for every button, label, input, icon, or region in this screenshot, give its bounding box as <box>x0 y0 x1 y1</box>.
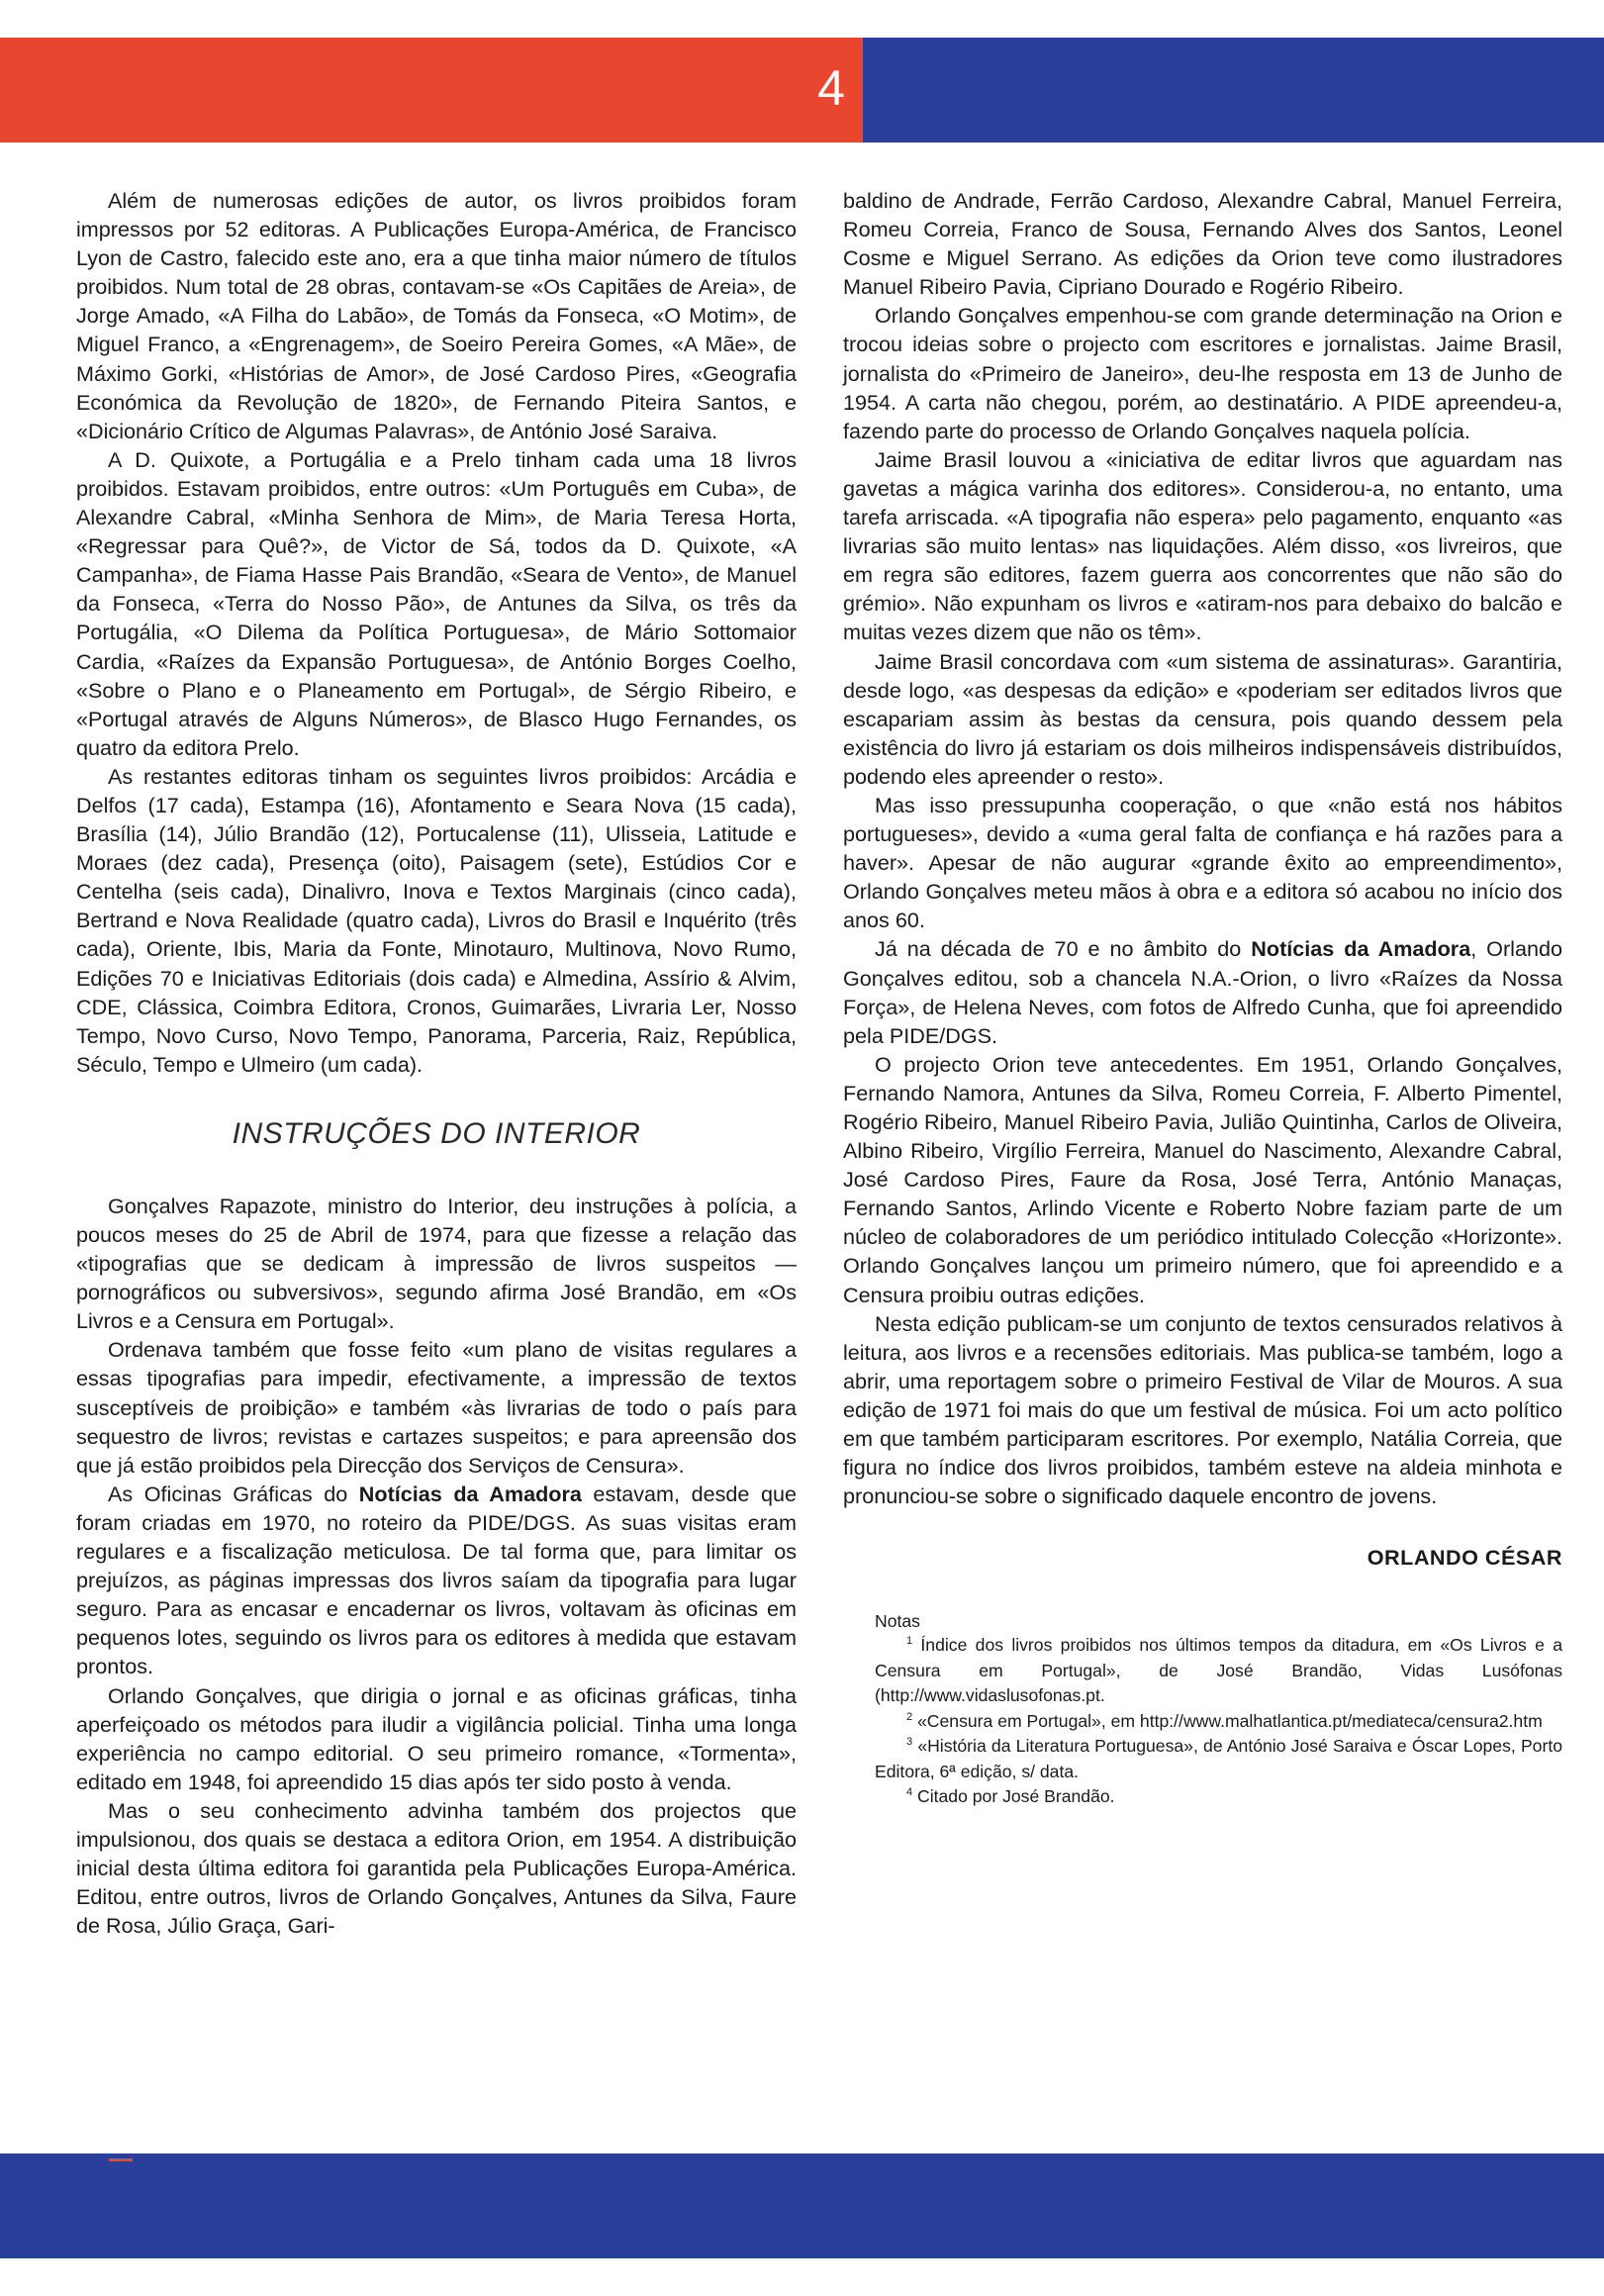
paragraph: Orlando Gonçalves, que dirigia o jornal e as oficinas gráficas, tinha aperfeiçoado os métodos para iludir a vigilância policial. Tinha uma longa experiência no campo editorial. O seu primeiro romance, «Tormenta», editado em 1948, foi apreendido 15 dias após ter sido posto à venda. <box>76 1682 797 1794</box>
text-run: As Oficinas Gráficas do <box>108 1481 359 1506</box>
paragraph: Mas isso pressupunha cooperação, o que «não está nos hábitos portugueses», devido a «uma geral falta de confiança e há razões para a haver». Apesar de não augurar «grande êxito ao empreendimento», Orlando Gonçalves meteu mãos à obra e a editora só acabou no início dos anos 60. <box>843 792 1562 933</box>
footer-bar <box>0 2153 1604 2258</box>
note-4 <box>875 1784 1562 1810</box>
note-text: Índice dos livros proibidos nos últimos tempos da ditadura, em «Os Livros e a Censura em Portugal», de José Brandão, Vidas Lusófonas (http://www.vidaslusofonas.pt. <box>875 1635 1562 1706</box>
page-number: 4 <box>817 60 845 116</box>
paragraph: Mas o seu conhecimento advinha também dos projectos que impulsionou, dos quais se destaca a editora Orion, em 1954. A distribuição inicial desta última editora foi garantida pela Publicações Europa-América. Editou, entre outros, livros de Orlando Gonçalves, Antunes da Silva, Faure de Rosa, Júlio Graça, Gari- <box>76 1797 797 1939</box>
paragraph: As restantes editoras tinham os seguintes livros proibidos: Arcádia e Delfos (17 cada), Estampa (16), Afontamento e Seara Nova (15 cada), Brasília (14), Júlio Brandão (12), Portucalense (11), Ulisseia, Latitude e Moraes (dez cada), Presença (oito), Paisagem (sete), Estúdios Cor e Centelha (seis cada), Dinalivro, Inova e Textos Marginais (cinco cada), Bertrand e Nova Realidade (quatro cada), Livros do Brasil e Inquérito (três cada), Oriente, Ibis, Maria da Fonte, Minotauro, Multinova, Novo Rumo, Edições 70 e Iniciativas Editoriais (dois cada) e Almedina, Assírio & Alvim, CDE, Clássica, Coimbra Editora, Cronos, Guimarães, Livraria Ler, Nosso Tempo, Novo Curso, Novo Tempo, Panorama, Parceria, Raiz, República, Século, Tempo e Ulmeiro (um cada). <box>76 763 797 1077</box>
left-column <box>76 186 797 1940</box>
text-run: , Orlando Gonçalves editou, sob a chancela N.A.-Orion, o livro «Raízes da Nossa Força», de Helena Neves, com fotos de Alfredo Cunha, que foi apreendido pela PIDE/DGS. <box>843 936 1563 1048</box>
header-red-band <box>0 38 863 143</box>
newspaper-name: Notícias da Amadora <box>1251 936 1471 962</box>
note-number: 2 <box>906 1710 913 1723</box>
paragraph: Gonçalves Rapazote, ministro do Interior, deu instruções à polícia, a poucos meses do 25 de Abril de 1974, para que fizesse a relação das «tipografias que se dedicam à impressão de livros suspeitos — pornográficos ou subversivos», segundo afirma José Brandão, em «Os Livros e a Censura em Portugal». <box>76 1193 797 1334</box>
note-text: Citado por José Brandão. <box>917 1786 1115 1807</box>
footer-red-tick <box>109 2158 133 2161</box>
note-text: «Censura em Portugal», em http://www.malhatlantica.pt/mediateca/censura2.htm <box>917 1710 1543 1731</box>
note-1 <box>875 1633 1562 1709</box>
paragraph-decada <box>843 934 1562 1049</box>
note-3 <box>875 1734 1562 1784</box>
paragraph: Além de numerosas edições de autor, os livros proibidos foram impressos por 52 editoras. A Publicações Europa-América, de Francisco Lyon de Castro, falecido este ano, era a que tinha maior número de títulos proibidos. Num total de 28 obras, contavam-se «Os Capitães de Areia», de Jorge Amado, «A Filha do Labão», de Tomás da Fonseca, «O Motim», de Miguel Franco, a «Engrenagem», de Soeiro Pereira Gomes, «A Mãe», de Máximo Gorki, «Histórias de Amor», de José Cardoso Pires, «Geografia Económica da Revolução de 1820», de Fernando Piteira Santos, e «Dicionário Crítico de Algumas Palavras», de António José Saraiva. <box>76 188 797 443</box>
paragraph: Jaime Brasil louvou a «iniciativa de editar livros que aguardam nas gavetas a mágica varinha dos editores». Considerou-a, no entanto, uma tarefa arriscada. «A tipografia não espera» pelo pagamento, enquanto «as livrarias são muito lentas» nas liquidações. Além disso, «os livreiros, que em regra são editores, fazem guerra aos concorrentes que não são do grémio». Não expunham os livros e «atiram-nos para debaixo do balcão e muitas vezes dizem que não os têm». <box>843 446 1562 645</box>
note-text: «História da Literatura Portuguesa», de António José Saraiva e Óscar Lopes, Porto Editora, 6ª edição, s/ data. <box>875 1736 1562 1781</box>
note-number: 3 <box>906 1736 913 1749</box>
note-number: 4 <box>906 1786 913 1799</box>
paragraph: A D. Quixote, a Portugália e a Prelo tinham cada uma 18 livros proibidos. Estavam proibidos, entre outros: «Um Português em Cuba», de Alexandre Cabral, «Minha Senhora de Mim», de Maria Teresa Horta, «Regressar para Quê?», de Victor de Sá, todos da D. Quixote, «A Campanha», de Fiama Hasse Pais Brandão, «Seara de Vento», de Manuel da Fonseca, «Terra do Nosso Pão», de Antunes da Silva, os três da Portugália, «O Dilema da Política Portuguesa», de Mário Sottomaior Cardia, «Raízes da Expansão Portuguesa», de António Borges Coelho, «Sobre o Plano e o Planeamento em Portugal», de Sérgio Ribeiro, e «Portugal através de Alguns Números», de Blasco Hugo Fernandes, os quatro da editora Prelo. <box>76 446 797 760</box>
author-signature: ORLANDO CÉSAR <box>1367 1545 1562 1571</box>
note-2 <box>875 1709 1562 1735</box>
notes-section <box>875 1609 1562 1810</box>
text-run: Já na década de 70 e no âmbito do <box>875 936 1252 962</box>
paragraph: O projecto Orion teve antecedentes. Em 1951, Orlando Gonçalves, Fernando Namora, Antunes da Silva, Romeu Correia, F. Alberto Pimentel, Rogério Ribeiro, Manuel Ribeiro Pavia, Julião Quintinha, Carlos de Oliveira, Albino Ribeiro, Virgílio Ferreira, Manuel do Nascimento, Alexandre Cabral, José Cardoso Pires, Faure da Rosa, José Terra, António Manaças, Fernando Santos, Arlindo Vicente e Roberto Nobre faziam parte de um núcleo de colaboradores de um periódico intitulado Colecção «Horizonte». Orlando Gonçalves lançou um primeiro número, que foi apreendido e a Censura proibiu outras edições. <box>843 1051 1562 1307</box>
paragraph: Orlando Gonçalves empenhou-se com grande determinação na Orion e trocou ideias sobre o projecto com escritores e jornalistas. Jaime Brasil, jornalista do «Primeiro de Janeiro», deu-lhe resposta em 13 de Junho de 1954. A carta não chegou, porém, ao destinatário. A PIDE apreendeu-a, fazendo parte do processo de Orlando Gonçalves naquela polícia. <box>843 303 1562 443</box>
paragraph: Jaime Brasil concordava com «um sistema de assinaturas». Garantiria, desde logo, «as despesas da edição» e «poderiam ser editados livros que escapariam assim às bestas da censura, pois quando dessem pela existência do livro já estariam os dois milheiros indispensáveis distribuídos, podendo eles apreender o resto». <box>843 648 1562 789</box>
paragraph-continuation: baldino de Andrade, Ferrão Cardoso, Alexandre Cabral, Manuel Ferreira, Romeu Correia, Franco de Sousa, Fernando Alves dos Santos, Leonel Cosme e Miguel Serrano. As edições da Orion teve como ilustradores Manuel Ribeiro Pavia, Cipriano Dourado e Rogério Ribeiro. <box>843 188 1562 300</box>
text-run: estavam, desde que foram criadas em 1970, no roteiro da PIDE/DGS. As suas visitas eram regulares e a fiscalização meticulosa. De tal forma que, para limitar os prejuízos, as páginas impressas dos livros saíam da tipografia para lugar seguro. Para as encasar e encadernar os livros, voltavam às oficinas em pequenos lotes, seguindo os livros para os editores à medida que estavam prontos. <box>76 1481 797 1679</box>
paragraph-oficinas <box>76 1480 797 1681</box>
note-number: 1 <box>906 1635 913 1648</box>
section-title <box>76 1116 797 1152</box>
right-column <box>843 186 1562 1810</box>
newspaper-name: Notícias da Amadora <box>358 1481 582 1506</box>
notes-title: Notas <box>875 1611 920 1632</box>
header-bar <box>0 38 1604 143</box>
paragraph: Nesta edição publicam-se um conjunto de textos censurados relativos à leitura, aos livros e a recensões editoriais. Mas publica-se também, logo a abrir, uma reportagem sobre o primeiro Festival de Vilar de Mouros. A sua edição de 1971 foi mais do que um festival de música. Foi um acto político em que também participaram escritores. Por exemplo, Natália Correia, que figura no índice dos livros proibidos, também esteve na aldeia minhota e pronunciou-se sobre o significado daquele encontro de jovens. <box>843 1310 1562 1509</box>
header-blue-band <box>863 38 1604 143</box>
paragraph: Ordenava também que fosse feito «um plano de visitas regulares a essas tipografias para impedir, efectivamente, a impressão de textos susceptíveis de proibição» e também «às livrarias de todo o país para sequestro de livros; revistas e cartazes suspeitos; e para apreensão dos que já estão proibidos pela Direcção dos Serviços de Censura». <box>76 1337 797 1478</box>
section-title-text: INSTRUÇÕES DO INTERIOR <box>232 1116 641 1150</box>
